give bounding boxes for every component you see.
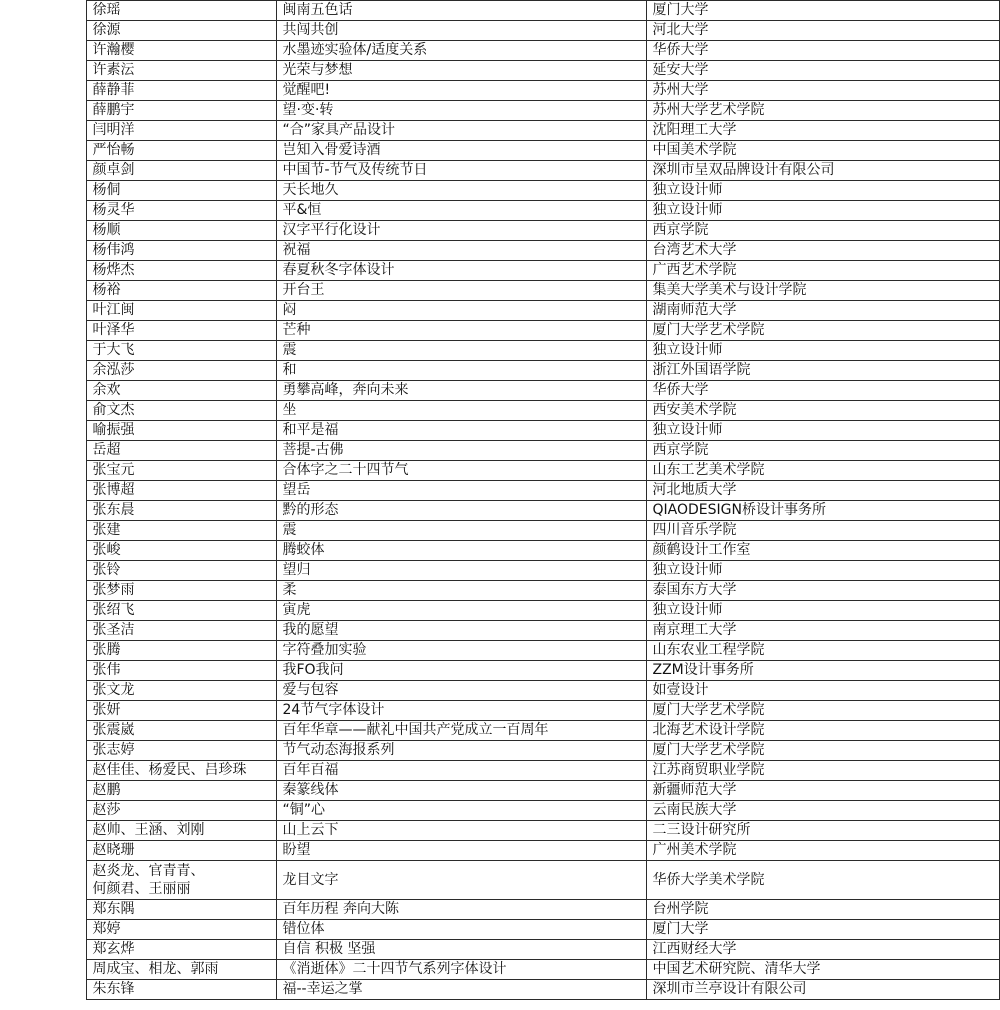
work-cell[interactable]: 山上云下 xyxy=(276,821,646,841)
org-cell[interactable]: 南京理工大学 xyxy=(646,621,999,641)
table-row xyxy=(0,41,999,61)
name-cell[interactable]: 郑婷 xyxy=(86,920,276,940)
org-cell[interactable]: 二三设计研究所 xyxy=(646,821,999,841)
name-cell[interactable]: 张伟 xyxy=(86,661,276,681)
work-cell[interactable]: 菩提-古佛 xyxy=(276,441,646,461)
name-cell[interactable]: 张铃 xyxy=(86,561,276,581)
work-cell[interactable]: 望归 xyxy=(276,561,646,581)
table-row xyxy=(0,441,999,461)
work-cell[interactable]: 春夏秋冬字体设计 xyxy=(276,261,646,281)
work-cell[interactable]: 芒种 xyxy=(276,321,646,341)
work-cell[interactable]: 光荣与梦想 xyxy=(276,61,646,81)
table-row xyxy=(0,381,999,401)
table-row xyxy=(0,121,999,141)
work-cell[interactable]: 震 xyxy=(276,341,646,361)
table-row xyxy=(0,321,999,341)
row-header-cell[interactable] xyxy=(0,621,86,641)
name-cell[interactable]: 许素沄 xyxy=(86,61,276,81)
org-cell[interactable]: 集美大学美术与设计学院 xyxy=(646,281,999,301)
table-row xyxy=(0,1,999,21)
row-header-cell[interactable] xyxy=(0,21,86,41)
work-cell[interactable]: 闽南五色话 xyxy=(276,1,646,21)
table-row xyxy=(0,601,999,621)
name-cell[interactable]: 杨灵华 xyxy=(86,201,276,221)
name-cell[interactable]: 喻振强 xyxy=(86,421,276,441)
work-cell[interactable]: 天长地久 xyxy=(276,181,646,201)
work-cell[interactable]: 腾蛟体 xyxy=(276,541,646,561)
work-cell[interactable]: 我FO我问 xyxy=(276,661,646,681)
work-cell[interactable]: 望岳 xyxy=(276,481,646,501)
work-cell[interactable]: 24节气字体设计 xyxy=(276,701,646,721)
org-cell[interactable]: 独立设计师 xyxy=(646,201,999,221)
name-cell[interactable]: 周成宝、相龙、郭雨 xyxy=(86,960,276,980)
table-row xyxy=(0,361,999,381)
name-cell[interactable]: 赵莎 xyxy=(86,801,276,821)
row-header-cell[interactable] xyxy=(0,541,86,561)
name-cell[interactable]: 赵晓珊 xyxy=(86,841,276,861)
row-header-cell[interactable] xyxy=(0,441,86,461)
work-cell[interactable]: 错位体 xyxy=(276,920,646,940)
table-row xyxy=(0,161,999,181)
table-row xyxy=(0,21,999,41)
table-row xyxy=(0,861,999,900)
table-row xyxy=(0,801,999,821)
row-header-cell[interactable] xyxy=(0,301,86,321)
table-row xyxy=(0,341,999,361)
row-header-cell[interactable] xyxy=(0,501,86,521)
work-cell[interactable]: “铜”心 xyxy=(276,801,646,821)
org-cell[interactable]: 广西艺术学院 xyxy=(646,261,999,281)
name-cell[interactable]: 张志婷 xyxy=(86,741,276,761)
work-cell[interactable]: 闷 xyxy=(276,301,646,321)
table-row xyxy=(0,241,999,261)
org-cell[interactable]: 四川音乐学院 xyxy=(646,521,999,541)
row-header-cell[interactable] xyxy=(0,401,86,421)
work-cell[interactable]: 坐 xyxy=(276,401,646,421)
org-cell[interactable]: 沈阳理工大学 xyxy=(646,121,999,141)
name-cell[interactable]: 张圣洁 xyxy=(86,621,276,641)
name-cell[interactable]: 徐源 xyxy=(86,21,276,41)
org-cell[interactable]: 河北大学 xyxy=(646,21,999,41)
table-row xyxy=(0,761,999,781)
name-cell[interactable]: 杨烨杰 xyxy=(86,261,276,281)
org-cell[interactable]: 西京学院 xyxy=(646,441,999,461)
name-cell[interactable]: 张腾 xyxy=(86,641,276,661)
work-cell[interactable]: 汉字平行化设计 xyxy=(276,221,646,241)
name-cell[interactable]: 颜卓剑 xyxy=(86,161,276,181)
org-cell[interactable]: 广州美术学院 xyxy=(646,841,999,861)
row-header-cell[interactable] xyxy=(0,281,86,301)
work-cell[interactable]: 盼望 xyxy=(276,841,646,861)
work-cell[interactable]: 中国节-节气及传统节日 xyxy=(276,161,646,181)
name-cell[interactable]: 薛鹏宇 xyxy=(86,101,276,121)
name-cell[interactable]: 赵鹏 xyxy=(86,781,276,801)
row-header-cell[interactable] xyxy=(0,681,86,701)
org-cell[interactable]: 江西财经大学 xyxy=(646,940,999,960)
org-cell[interactable]: 华侨大学美术学院 xyxy=(646,861,999,900)
work-cell[interactable]: 自信 积极 坚强 xyxy=(276,940,646,960)
table-row xyxy=(0,821,999,841)
row-header-cell[interactable] xyxy=(0,561,86,581)
table-row xyxy=(0,521,999,541)
name-cell[interactable]: 张东晨 xyxy=(86,501,276,521)
table-row xyxy=(0,661,999,681)
org-cell[interactable]: QIAODESIGN桥设计事务所 xyxy=(646,501,999,521)
row-header-cell[interactable] xyxy=(0,821,86,841)
work-cell[interactable]: 龙目文字 xyxy=(276,861,646,900)
org-cell[interactable]: 云南民族大学 xyxy=(646,801,999,821)
work-cell[interactable]: 觉醒吧! xyxy=(276,81,646,101)
name-cell[interactable]: 张绍飞 xyxy=(86,601,276,621)
row-header-cell[interactable] xyxy=(0,141,86,161)
table-row xyxy=(0,721,999,741)
table-row xyxy=(0,641,999,661)
work-cell[interactable]: 百年百福 xyxy=(276,761,646,781)
org-cell[interactable]: 泰国东方大学 xyxy=(646,581,999,601)
work-cell[interactable]: 震 xyxy=(276,521,646,541)
org-cell[interactable]: 深圳市兰亭设计有限公司 xyxy=(646,980,999,1000)
org-cell[interactable]: 厦门大学艺术学院 xyxy=(646,321,999,341)
table-row xyxy=(0,781,999,801)
table-row xyxy=(0,181,999,201)
table-row xyxy=(0,701,999,721)
row-header-cell[interactable] xyxy=(0,381,86,401)
table-row xyxy=(0,401,999,421)
work-cell[interactable]: 合体字之二十四节气 xyxy=(276,461,646,481)
row-header-cell[interactable] xyxy=(0,841,86,861)
participant-table-body xyxy=(0,1,999,1000)
name-cell[interactable]: 余泓莎 xyxy=(86,361,276,381)
name-cell[interactable]: 张震崴 xyxy=(86,721,276,741)
table-row xyxy=(0,101,999,121)
name-cell[interactable]: 闫明洋 xyxy=(86,121,276,141)
row-header-cell[interactable] xyxy=(0,321,86,341)
org-cell[interactable]: 浙江外国语学院 xyxy=(646,361,999,381)
table-row xyxy=(0,201,999,221)
work-cell[interactable]: 福--幸运之掌 xyxy=(276,980,646,1000)
row-header-cell[interactable] xyxy=(0,201,86,221)
row-header-cell[interactable] xyxy=(0,341,86,361)
work-cell[interactable]: 平&恒 xyxy=(276,201,646,221)
table-row xyxy=(0,741,999,761)
org-cell[interactable]: 新疆师范大学 xyxy=(646,781,999,801)
name-cell[interactable]: 杨顺 xyxy=(86,221,276,241)
row-header-cell[interactable] xyxy=(0,81,86,101)
table-row xyxy=(0,561,999,581)
name-cell[interactable]: 徐瑶 xyxy=(86,1,276,21)
org-cell[interactable]: 台州学院 xyxy=(646,900,999,920)
work-cell[interactable]: 百年历程 奔向大陈 xyxy=(276,900,646,920)
name-cell[interactable]: 叶江闽 xyxy=(86,301,276,321)
org-cell[interactable]: 华侨大学 xyxy=(646,381,999,401)
org-cell[interactable]: 独立设计师 xyxy=(646,181,999,201)
work-cell[interactable]: 柔 xyxy=(276,581,646,601)
row-header-cell[interactable] xyxy=(0,261,86,281)
row-header-cell[interactable] xyxy=(0,61,86,81)
table-row xyxy=(0,940,999,960)
name-cell[interactable]: 朱东锋 xyxy=(86,980,276,1000)
table-row xyxy=(0,681,999,701)
name-cell[interactable]: 张建 xyxy=(86,521,276,541)
org-cell[interactable]: 河北地质大学 xyxy=(646,481,999,501)
row-header-cell[interactable] xyxy=(0,181,86,201)
name-cell[interactable]: 张博超 xyxy=(86,481,276,501)
row-header-cell[interactable] xyxy=(0,960,86,980)
work-cell[interactable]: 水墨迹实验体/适度关系 xyxy=(276,41,646,61)
table-row xyxy=(0,920,999,940)
table-row xyxy=(0,261,999,281)
org-cell[interactable]: 延安大学 xyxy=(646,61,999,81)
row-header-cell[interactable] xyxy=(0,900,86,920)
table-row xyxy=(0,841,999,861)
org-cell[interactable]: ZZM设计事务所 xyxy=(646,661,999,681)
table-row xyxy=(0,980,999,1000)
org-cell[interactable]: 中国美术学院 xyxy=(646,141,999,161)
table-row xyxy=(0,421,999,441)
name-cell[interactable]: 张妍 xyxy=(86,701,276,721)
org-cell[interactable]: 山东工艺美术学院 xyxy=(646,461,999,481)
table-row xyxy=(0,900,999,920)
row-header-cell[interactable] xyxy=(0,861,86,900)
row-header-cell[interactable] xyxy=(0,781,86,801)
row-header-cell[interactable] xyxy=(0,641,86,661)
org-cell[interactable]: 苏州大学 xyxy=(646,81,999,101)
table-row xyxy=(0,221,999,241)
row-header-cell[interactable] xyxy=(0,761,86,781)
work-cell[interactable]: 节气动态海报系列 xyxy=(276,741,646,761)
work-cell[interactable]: 共闯共创 xyxy=(276,21,646,41)
name-cell[interactable]: 张峻 xyxy=(86,541,276,561)
name-cell[interactable]: 岳超 xyxy=(86,441,276,461)
row-header-cell[interactable] xyxy=(0,481,86,501)
org-cell[interactable]: 苏州大学艺术学院 xyxy=(646,101,999,121)
table-row xyxy=(0,541,999,561)
name-cell[interactable]: 张梦雨 xyxy=(86,581,276,601)
name-cell[interactable]: 赵佳佳、杨爱民、吕珍珠 xyxy=(86,761,276,781)
name-cell[interactable]: 严怡畅 xyxy=(86,141,276,161)
work-cell[interactable]: 祝福 xyxy=(276,241,646,261)
row-header-cell[interactable] xyxy=(0,801,86,821)
row-header-cell[interactable] xyxy=(0,980,86,1000)
table-row xyxy=(0,61,999,81)
work-cell[interactable]: 寅虎 xyxy=(276,601,646,621)
name-cell[interactable]: 杨侗 xyxy=(86,181,276,201)
org-cell[interactable]: 江苏商贸职业学院 xyxy=(646,761,999,781)
org-cell[interactable]: 西京学院 xyxy=(646,221,999,241)
work-cell[interactable]: 字符叠加实验 xyxy=(276,641,646,661)
table-row xyxy=(0,581,999,601)
row-header-cell[interactable] xyxy=(0,721,86,741)
table-row xyxy=(0,141,999,161)
org-cell[interactable]: 华侨大学 xyxy=(646,41,999,61)
work-cell[interactable]: 望·变·转 xyxy=(276,101,646,121)
org-cell[interactable]: 独立设计师 xyxy=(646,341,999,361)
org-cell[interactable]: 独立设计师 xyxy=(646,561,999,581)
row-header-cell[interactable] xyxy=(0,940,86,960)
name-cell[interactable]: 杨裕 xyxy=(86,281,276,301)
row-header-cell[interactable] xyxy=(0,601,86,621)
table-row xyxy=(0,481,999,501)
org-cell[interactable]: 西安美术学院 xyxy=(646,401,999,421)
work-cell[interactable]: 和平是福 xyxy=(276,421,646,441)
org-cell[interactable]: 厦门大学艺术学院 xyxy=(646,741,999,761)
name-cell[interactable]: 余欢 xyxy=(86,381,276,401)
table-row xyxy=(0,461,999,481)
table-row xyxy=(0,960,999,980)
org-cell[interactable]: 厦门大学 xyxy=(646,1,999,21)
org-cell[interactable]: 中国艺术研究院、清华大学 xyxy=(646,960,999,980)
row-header-cell[interactable] xyxy=(0,161,86,181)
name-cell[interactable]: 叶泽华 xyxy=(86,321,276,341)
work-cell[interactable]: 我的愿望 xyxy=(276,621,646,641)
row-header-cell[interactable] xyxy=(0,421,86,441)
row-header-cell[interactable] xyxy=(0,661,86,681)
name-cell[interactable]: 薛静菲 xyxy=(86,81,276,101)
org-cell[interactable]: 湖南师范大学 xyxy=(646,301,999,321)
work-cell[interactable]: 百年华章——献礼中国共产党成立一百周年 xyxy=(276,721,646,741)
row-header-cell[interactable] xyxy=(0,361,86,381)
row-header-cell[interactable] xyxy=(0,221,86,241)
org-cell[interactable]: 北海艺术设计学院 xyxy=(646,721,999,741)
org-cell[interactable]: 厦门大学艺术学院 xyxy=(646,701,999,721)
org-cell[interactable]: 台湾艺术大学 xyxy=(646,241,999,261)
work-cell[interactable]: 《消逝体》二十四节气系列字体设计 xyxy=(276,960,646,980)
row-header-cell[interactable] xyxy=(0,121,86,141)
name-cell[interactable]: 于大飞 xyxy=(86,341,276,361)
org-cell[interactable]: 独立设计师 xyxy=(646,421,999,441)
row-header-cell[interactable] xyxy=(0,1,86,21)
row-header-cell[interactable] xyxy=(0,461,86,481)
name-cell[interactable]: 张文龙 xyxy=(86,681,276,701)
work-cell[interactable]: 爱与包容 xyxy=(276,681,646,701)
work-cell[interactable]: 开台王 xyxy=(276,281,646,301)
name-cell[interactable]: 郑玄烨 xyxy=(86,940,276,960)
org-cell[interactable]: 如壹设计 xyxy=(646,681,999,701)
name-cell[interactable]: 杨伟鸿 xyxy=(86,241,276,261)
org-cell[interactable]: 厦门大学 xyxy=(646,920,999,940)
row-header-cell[interactable] xyxy=(0,741,86,761)
work-cell[interactable]: 秦篆线体 xyxy=(276,781,646,801)
name-cell[interactable]: 郑东隅 xyxy=(86,900,276,920)
row-header-cell[interactable] xyxy=(0,241,86,261)
name-cell[interactable]: 张宝元 xyxy=(86,461,276,481)
row-header-cell[interactable] xyxy=(0,920,86,940)
work-cell[interactable]: 岂知入骨爱诗酒 xyxy=(276,141,646,161)
work-cell[interactable]: 和 xyxy=(276,361,646,381)
row-header-cell[interactable] xyxy=(0,521,86,541)
name-cell[interactable]: 许瀚樱 xyxy=(86,41,276,61)
row-header-cell[interactable] xyxy=(0,41,86,61)
name-cell[interactable]: 俞文杰 xyxy=(86,401,276,421)
org-cell[interactable]: 颜鹤设计工作室 xyxy=(646,541,999,561)
org-cell[interactable]: 深圳市呈双品牌设计有限公司 xyxy=(646,161,999,181)
table-row xyxy=(0,301,999,321)
work-cell[interactable]: 勇攀高峰，奔向未来 xyxy=(276,381,646,401)
org-cell[interactable]: 山东农业工程学院 xyxy=(646,641,999,661)
org-cell[interactable]: 独立设计师 xyxy=(646,601,999,621)
row-header-cell[interactable] xyxy=(0,101,86,121)
table-row xyxy=(0,621,999,641)
row-header-cell[interactable] xyxy=(0,581,86,601)
work-cell[interactable]: “合”家具产品设计 xyxy=(276,121,646,141)
table-row xyxy=(0,281,999,301)
row-header-cell[interactable] xyxy=(0,701,86,721)
name-cell[interactable]: 赵炎龙、官青青、 何颜君、王丽丽 xyxy=(86,861,276,900)
table-row xyxy=(0,81,999,101)
name-cell[interactable]: 赵帅、王涵、刘刚 xyxy=(86,821,276,841)
work-cell[interactable]: 黔的形态 xyxy=(276,501,646,521)
table-row xyxy=(0,501,999,521)
